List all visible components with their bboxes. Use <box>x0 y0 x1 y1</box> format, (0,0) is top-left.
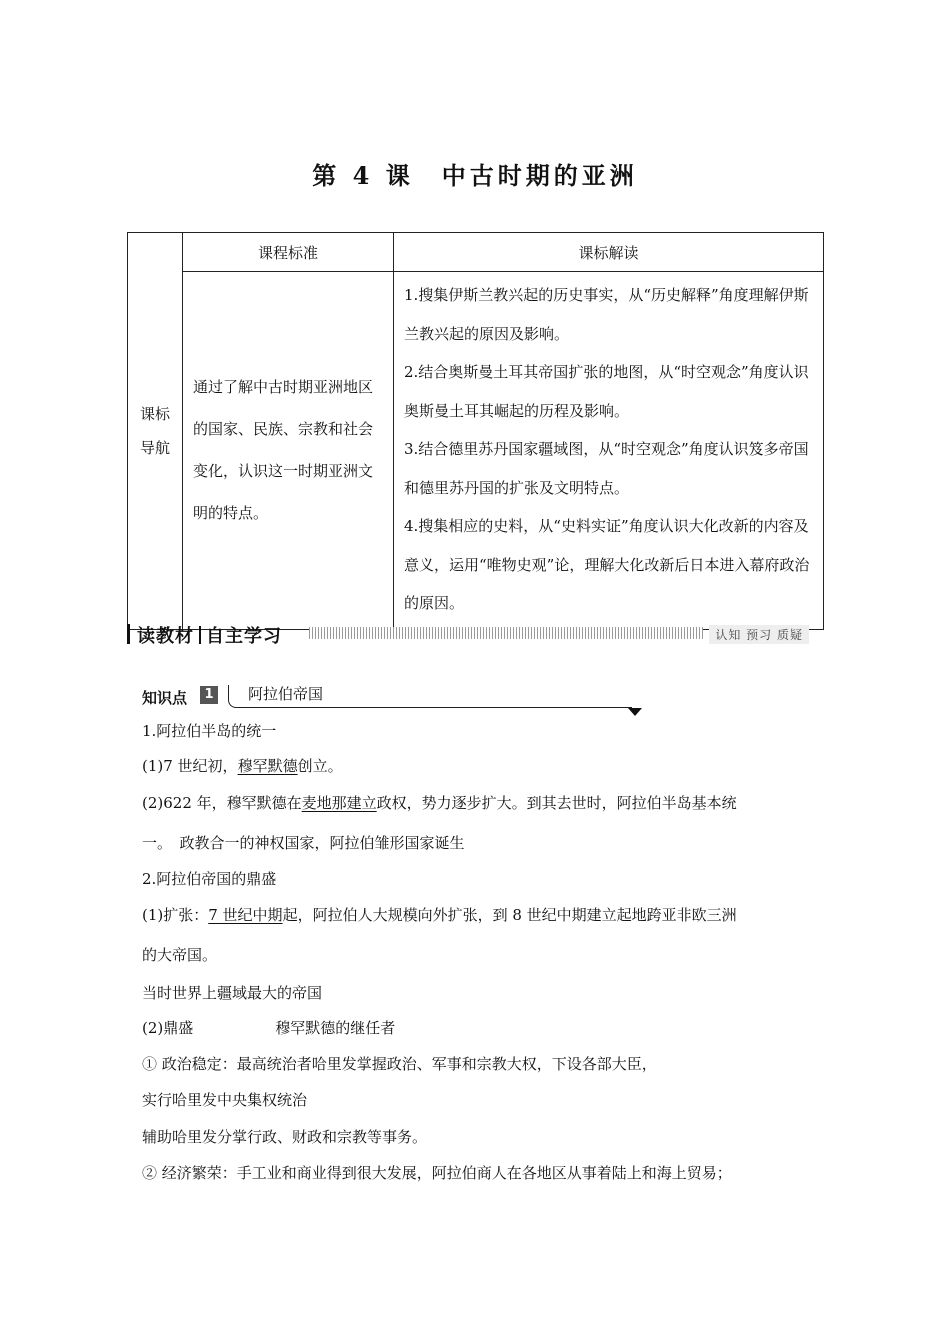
paragraph-7: 实行哈里发中央集权统治 <box>142 1091 308 1109</box>
paragraph-8: 辅助哈里发分掌行政、财政和宗教等事务。 <box>142 1128 428 1146</box>
knowledge-point-header <box>142 683 642 717</box>
triangle-down-icon <box>628 708 642 716</box>
knowledge-point-title: 阿拉伯帝国 <box>248 685 324 703</box>
knowledge-point-label: 知识点 <box>142 689 188 707</box>
text: (1)扩张： <box>142 906 209 924</box>
underlined-text: 麦地那建立 <box>301 794 377 812</box>
underlined-text: 穆罕默德 <box>237 757 298 775</box>
underlined-text: 7 世纪中期 <box>208 906 283 924</box>
paragraph-2 <box>142 792 737 813</box>
paragraph-2-cont: 一。 政教合一的神权国家，阿拉伯雏形国家诞生 <box>142 834 465 852</box>
interpretation-item: 3.结合德里苏丹国家疆域图，从“时空观念”角度认识笈多帝国和德里苏丹国的扩张及文明特点。 <box>404 440 809 497</box>
bracket-icon <box>228 685 237 708</box>
curriculum-nav-table <box>127 232 824 630</box>
nav-side-label <box>128 233 183 630</box>
heading-1: 1.阿拉伯半岛的统一 <box>142 722 277 740</box>
paragraph-3-cont: 的大帝国。 <box>142 946 218 964</box>
banner-part1: 读教材 <box>137 626 194 647</box>
banner-divider <box>199 626 201 644</box>
heading-2: 2.阿拉伯帝国的鼎盛 <box>142 870 277 888</box>
banner-title <box>137 622 282 648</box>
header-interpretation: 课标解读 <box>394 233 824 272</box>
text: 穆罕默德的继任者 <box>275 1019 396 1037</box>
paragraph-1 <box>142 755 343 776</box>
banner-bar <box>127 624 130 644</box>
text: 起，阿拉伯人大规模向外扩张，到 8 世纪中期建立起地跨亚非欧三洲 <box>282 906 737 924</box>
underline-rule <box>236 707 632 708</box>
text: (2)622 年，穆罕默德在 <box>142 794 302 812</box>
lesson-title: 第 4 课 中古时期的亚洲 <box>312 161 638 190</box>
paragraph-3 <box>142 904 737 925</box>
paragraph-9: ② 经济繁荣：手工业和商业得到很大发展，阿拉伯商人在各地区从事着陆上和海上贸易； <box>142 1164 732 1182</box>
paragraph-5 <box>142 1017 395 1038</box>
knowledge-point-number: 1 <box>200 686 218 704</box>
interpretation-item: 2.结合奥斯曼土耳其帝国扩张的地图，从“时空观念”角度认识奥斯曼土耳其崛起的历程及影响。 <box>404 363 809 420</box>
banner-hatch <box>309 627 703 639</box>
interpretation-item: 1.搜集伊斯兰教兴起的历史事实，从“历史解释”角度理解伊斯兰教兴起的原因及影响。 <box>404 286 809 343</box>
standard-text: 通过了解中古时期亚洲地区的国家、民族、宗教和社会变化，认识这一时期亚洲文明的特点。 <box>183 272 394 630</box>
text: (2)鼎盛 <box>142 1019 194 1037</box>
paragraph-6: ① 政治稳定：最高统治者哈里发掌握政治、军事和宗教大权，下设各部大臣， <box>142 1055 657 1073</box>
section-banner <box>127 622 811 646</box>
banner-tags: 认知 预习 质疑 <box>709 625 809 644</box>
text: 政权，势力逐步扩大。到其去世时，阿拉伯半岛基本统 <box>376 794 737 812</box>
nav-side-label-line2: 导航 <box>139 438 170 457</box>
interpretation-list <box>394 272 824 630</box>
note-largest-empire: 当时世界上疆域最大的帝国 <box>142 984 323 1002</box>
text: 创立。 <box>297 757 343 775</box>
header-standard: 课程标准 <box>183 233 394 272</box>
nav-side-label-line1: 课标 <box>139 404 170 423</box>
text: (1)7 世纪初， <box>142 757 238 775</box>
banner-part2: 自主学习 <box>206 626 282 647</box>
interpretation-item: 4.搜集相应的史料，从“史料实证”角度认识大化改新的内容及意义，运用“唯物史观”论，理解大化改新后日本进入幕府政治的原因。 <box>404 517 810 612</box>
